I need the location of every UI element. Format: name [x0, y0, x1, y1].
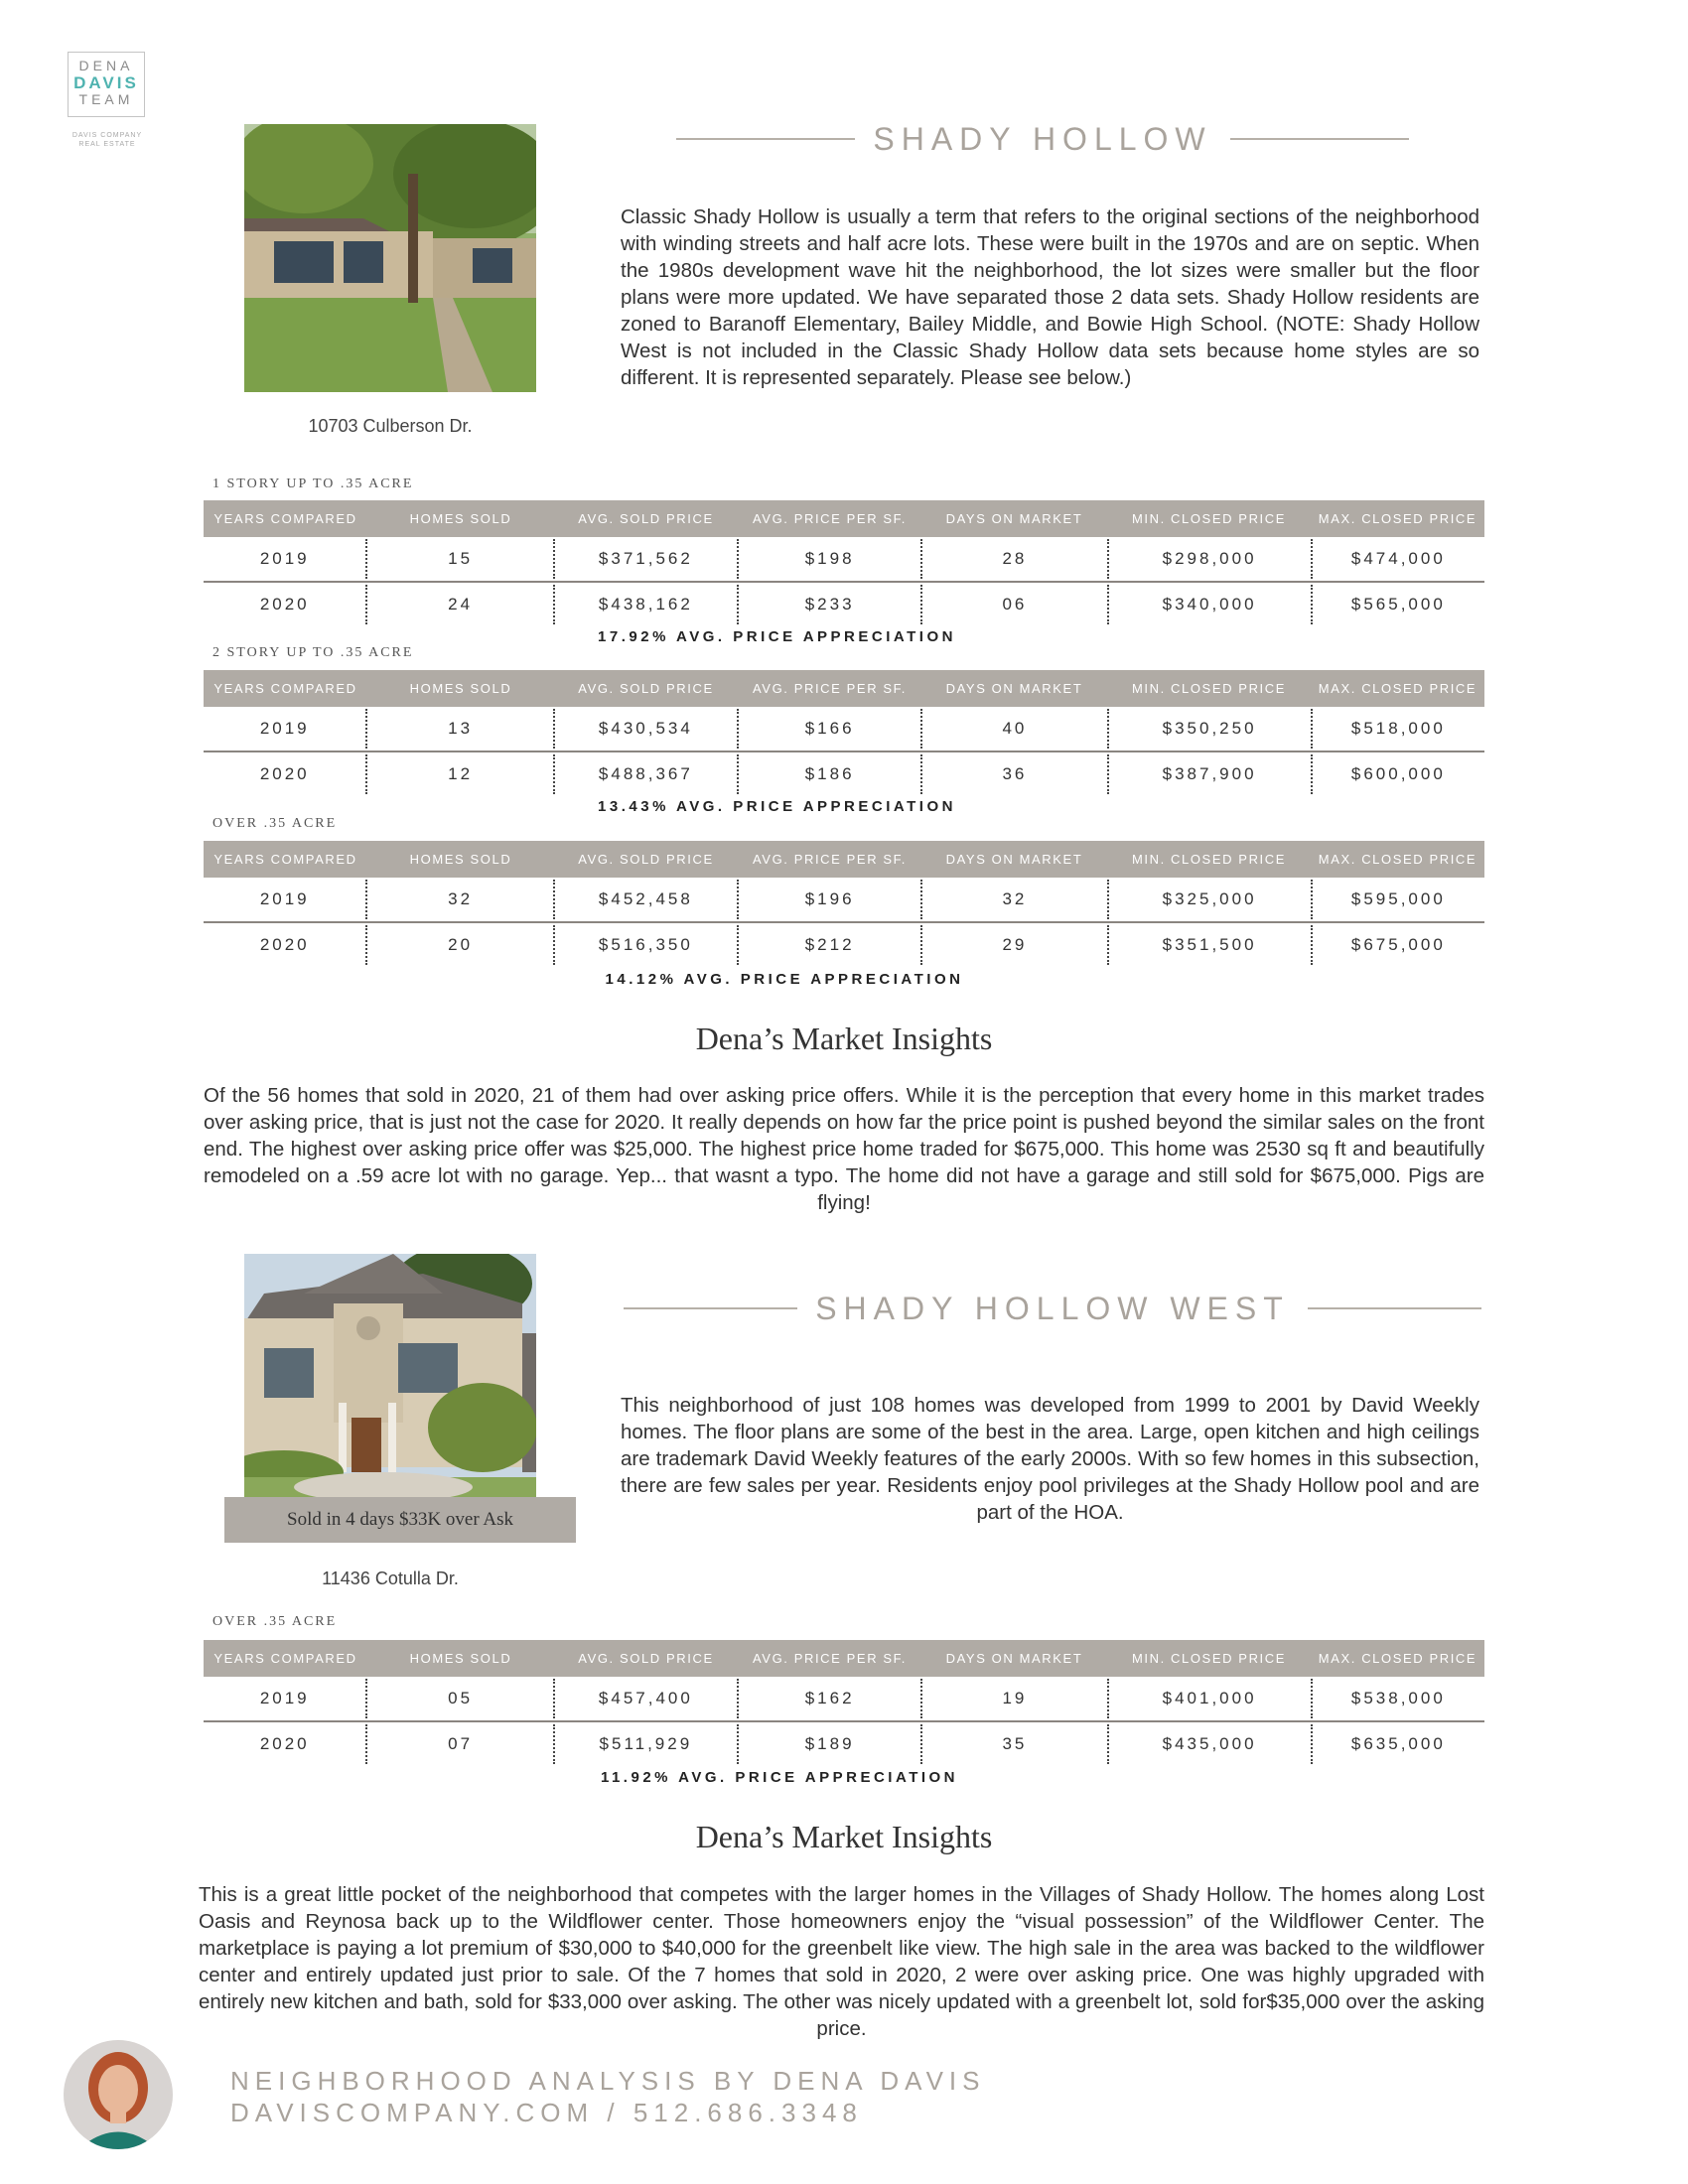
table-row [204, 923, 1484, 967]
table-cell: 20 [367, 925, 554, 965]
table-cell: 06 [922, 585, 1108, 624]
table-cell: $565,000 [1350, 595, 1446, 614]
table-cell: $351,500 [1109, 925, 1313, 965]
table-row [204, 752, 1484, 796]
table-label: 1 STORY UP TO .35 ACRE [212, 477, 414, 491]
table-cell: 13 [367, 709, 554, 749]
table-row [204, 878, 1484, 923]
logo-line-1: DENA [78, 58, 134, 73]
table-cell: $166 [739, 709, 922, 749]
table-cell: 07 [367, 1724, 554, 1764]
table-cell: $401,000 [1109, 1679, 1313, 1718]
data-table-over-35-acre [204, 841, 1484, 967]
table-cell: 2019 [204, 539, 367, 579]
section-title-text: SHADY HOLLOW [873, 120, 1212, 157]
photo-caption: 10703 Culberson Dr. [308, 416, 473, 436]
table-label: OVER .35 ACRE [212, 816, 338, 831]
table-row [204, 1722, 1484, 1766]
table-cell: $387,900 [1109, 754, 1313, 794]
insights-title: Dena’s Market Insights [695, 1819, 993, 1854]
table-cell: $233 [739, 585, 922, 624]
table-cell: $518,000 [1350, 719, 1446, 738]
table-cell: 05 [367, 1679, 554, 1718]
table-cell: $635,000 [1350, 1734, 1446, 1753]
logo-subtitle-1: DAVIS COMPANY [71, 132, 143, 139]
section-description: Classic Shady Hollow is usually a term that refers to the original sections of the neighborhood with winding streets and half acre lots. These were built in the 1970s and are on septic. When the 1980s development wave hit the neighborhood, the lot sizes were smaller but the floor plans were more updated. We have separated those 2 data sets. Shady Hollow residents are zoned to Baranoff Elementary, Bailey Middle, and Bowie High School. (NOTE: Shady Hollow West is not included in the Classic Shady Hollow data sets because home styles are so different. It is represented separately. Please see below.) [621, 205, 1479, 389]
column-header: AVG. PRICE PER SF. [753, 511, 907, 526]
column-header: DAYS ON MARKET [945, 852, 1083, 867]
column-header: DAYS ON MARKET [945, 1651, 1083, 1666]
table-cell: $298,000 [1109, 539, 1313, 579]
table-cell: 12 [367, 754, 554, 794]
table-cell: 2019 [204, 1679, 367, 1718]
column-header: MAX. CLOSED PRICE [1318, 681, 1477, 696]
table-cell: 2020 [204, 585, 367, 624]
column-header: MIN. CLOSED PRICE [1131, 852, 1287, 867]
column-header: YEARS COMPARED [213, 1651, 357, 1666]
table-cell: $186 [739, 754, 922, 794]
table-cell: $340,000 [1109, 585, 1313, 624]
table-cell: $438,162 [555, 585, 739, 624]
column-header: MIN. CLOSED PRICE [1131, 681, 1287, 696]
price-appreciation: 11.92% AVG. PRICE APPRECIATION [600, 1769, 959, 1786]
column-header: DAYS ON MARKET [945, 681, 1083, 696]
column-header: HOMES SOLD [409, 511, 512, 526]
table-cell: 15 [367, 539, 554, 579]
column-header: AVG. SOLD PRICE [578, 1651, 714, 1666]
brand-logo [68, 52, 145, 117]
table-cell: $595,000 [1350, 889, 1446, 908]
insights-title: Dena’s Market Insights [695, 1021, 993, 1056]
section-description: This neighborhood of just 108 homes was developed from 1999 to 2001 by David Weekly homes. The floor plans are some of the best in the area. Large, open kitchen and high ceilings are trademark David Weekly features of the early 2000s. With so few homes in this subsection, there are few sales per year. Residents enjoy pool privileges at the Shady Hollow pool and are part of the HOA. [621, 1394, 1479, 1524]
column-header: HOMES SOLD [409, 1651, 512, 1666]
logo-subtitle [62, 131, 153, 149]
column-header: YEARS COMPARED [213, 681, 357, 696]
table-header-row [204, 1640, 1484, 1677]
logo-subtitle-2: REAL ESTATE [78, 141, 136, 148]
table-cell: 2019 [204, 709, 367, 749]
column-header: DAYS ON MARKET [945, 511, 1083, 526]
section-title-shady-hollow-west [621, 1287, 1484, 1330]
table-header-row [204, 841, 1484, 878]
table-cell: $371,562 [555, 539, 739, 579]
section-title-shady-hollow [635, 117, 1450, 161]
column-header: MAX. CLOSED PRICE [1318, 511, 1477, 526]
table-cell: 19 [922, 1679, 1108, 1718]
house-photo-culberson [244, 124, 536, 392]
table-cell: $538,000 [1350, 1689, 1446, 1707]
title-rule-right [1230, 138, 1409, 140]
table-row [204, 583, 1484, 626]
table-cell: $196 [739, 880, 922, 919]
table-cell: $325,000 [1109, 880, 1313, 919]
column-header: AVG. PRICE PER SF. [753, 681, 907, 696]
agent-avatar [64, 2040, 173, 2149]
table-cell: $675,000 [1350, 935, 1446, 954]
table-cell: 2020 [204, 754, 367, 794]
table-cell: 2020 [204, 925, 367, 965]
table-cell: $350,250 [1109, 709, 1313, 749]
column-header: MAX. CLOSED PRICE [1318, 1651, 1477, 1666]
table-cell: $435,000 [1109, 1724, 1313, 1764]
table-cell: 35 [922, 1724, 1108, 1764]
column-header: MIN. CLOSED PRICE [1131, 511, 1287, 526]
table-cell: $162 [739, 1679, 922, 1718]
table-cell: 29 [922, 925, 1108, 965]
column-header: MAX. CLOSED PRICE [1318, 852, 1477, 867]
table-cell: 32 [367, 880, 554, 919]
column-header: YEARS COMPARED [213, 511, 357, 526]
table-cell: 28 [922, 539, 1108, 579]
footer-line-1: NEIGHBORHOOD ANALYSIS BY DENA DAVIS [230, 2066, 986, 2096]
table-cell: $457,400 [555, 1679, 739, 1718]
insights-text: This is a great little pocket of the neighborhood that competes with the larger homes in the Villages of Shady Hollow. The homes along Lost Oasis and Reynosa back up to the Wildflower center. Those homeowners enjoy the “visual possession” of the Wildflower Center. The marketplace is paying a lot premium of $30,000 to $40,000 for the greenbelt like view. The high sale in the area was backed to the wildflower center and entirely updated just prior to sale. Of the 7 homes that sold in 2020, 2 were over asking price. One was highly upgraded with entirely new kitchen and bath, sold for $33,000 over asking. The other was nicely updated with a greenbelt lot, sold for$35,000 over the asking price. [199, 1883, 1484, 2040]
column-header: MIN. CLOSED PRICE [1131, 1651, 1287, 1666]
table-cell: $600,000 [1350, 764, 1446, 783]
title-rule-left [624, 1307, 797, 1309]
price-appreciation: 17.92% AVG. PRICE APPRECIATION [598, 628, 956, 645]
table-cell: 24 [367, 585, 554, 624]
column-header: YEARS COMPARED [213, 852, 357, 867]
house-photo-cotulla [244, 1254, 536, 1505]
table-cell: 40 [922, 709, 1108, 749]
footer-text [230, 2065, 986, 2128]
section-title-text: SHADY HOLLOW WEST [815, 1290, 1290, 1326]
sold-badge: Sold in 4 days $33K over Ask [224, 1497, 576, 1543]
footer-line-2: DAVISCOMPANY.COM / 512.686.3348 [230, 2098, 863, 2127]
table-row [204, 1677, 1484, 1722]
price-appreciation: 13.43% AVG. PRICE APPRECIATION [598, 798, 956, 815]
column-header: AVG. SOLD PRICE [578, 511, 714, 526]
title-rule-left [676, 138, 855, 140]
table-cell: $488,367 [555, 754, 739, 794]
column-header: AVG. PRICE PER SF. [753, 852, 907, 867]
table-cell: $511,929 [555, 1724, 739, 1764]
table-cell: $474,000 [1350, 549, 1446, 568]
table-label: 2 STORY UP TO .35 ACRE [212, 645, 414, 660]
column-header: HOMES SOLD [409, 852, 512, 867]
table-cell: $452,458 [555, 880, 739, 919]
table-label: OVER .35 ACRE [212, 1614, 338, 1629]
table-cell: $516,350 [555, 925, 739, 965]
data-table-west-over-35-acre [204, 1640, 1484, 1766]
table-cell: $212 [739, 925, 922, 965]
column-header: AVG. PRICE PER SF. [753, 1651, 907, 1666]
table-header-row [204, 500, 1484, 537]
price-appreciation: 14.12% AVG. PRICE APPRECIATION [605, 971, 964, 988]
table-row [204, 537, 1484, 583]
column-header: AVG. SOLD PRICE [578, 852, 714, 867]
data-table-1-story [204, 500, 1484, 626]
table-cell: $430,534 [555, 709, 739, 749]
table-cell: 36 [922, 754, 1108, 794]
table-cell: $189 [739, 1724, 922, 1764]
table-cell: 2020 [204, 1724, 367, 1764]
table-row [204, 707, 1484, 752]
data-table-2-story [204, 670, 1484, 796]
logo-line-3: TEAM [78, 91, 134, 107]
column-header: HOMES SOLD [409, 681, 512, 696]
table-cell: $198 [739, 539, 922, 579]
logo-line-2: DAVIS [73, 73, 139, 92]
table-cell: 32 [922, 880, 1108, 919]
table-header-row [204, 670, 1484, 707]
photo-caption: 11436 Cotulla Dr. [322, 1569, 459, 1588]
table-cell: 2019 [204, 880, 367, 919]
column-header: AVG. SOLD PRICE [578, 681, 714, 696]
title-rule-right [1308, 1307, 1481, 1309]
insights-text: Of the 56 homes that sold in 2020, 21 of them had over asking price offers. While it is the perception that every home in this market trades over asking price, that is just not the case for 2020. It really depends on how far the price point is pushed beyond the similar sales on the front end. The highest over asking price offer was $25,000. The highest price home traded for $675,000. This home was 2530 sq ft and beautifully remodeled on a .59 acre lot with no garage. Yep... that wasnt a typo. The home did not have a garage and still sold for $675,000. Pigs are flying! [204, 1084, 1484, 1214]
